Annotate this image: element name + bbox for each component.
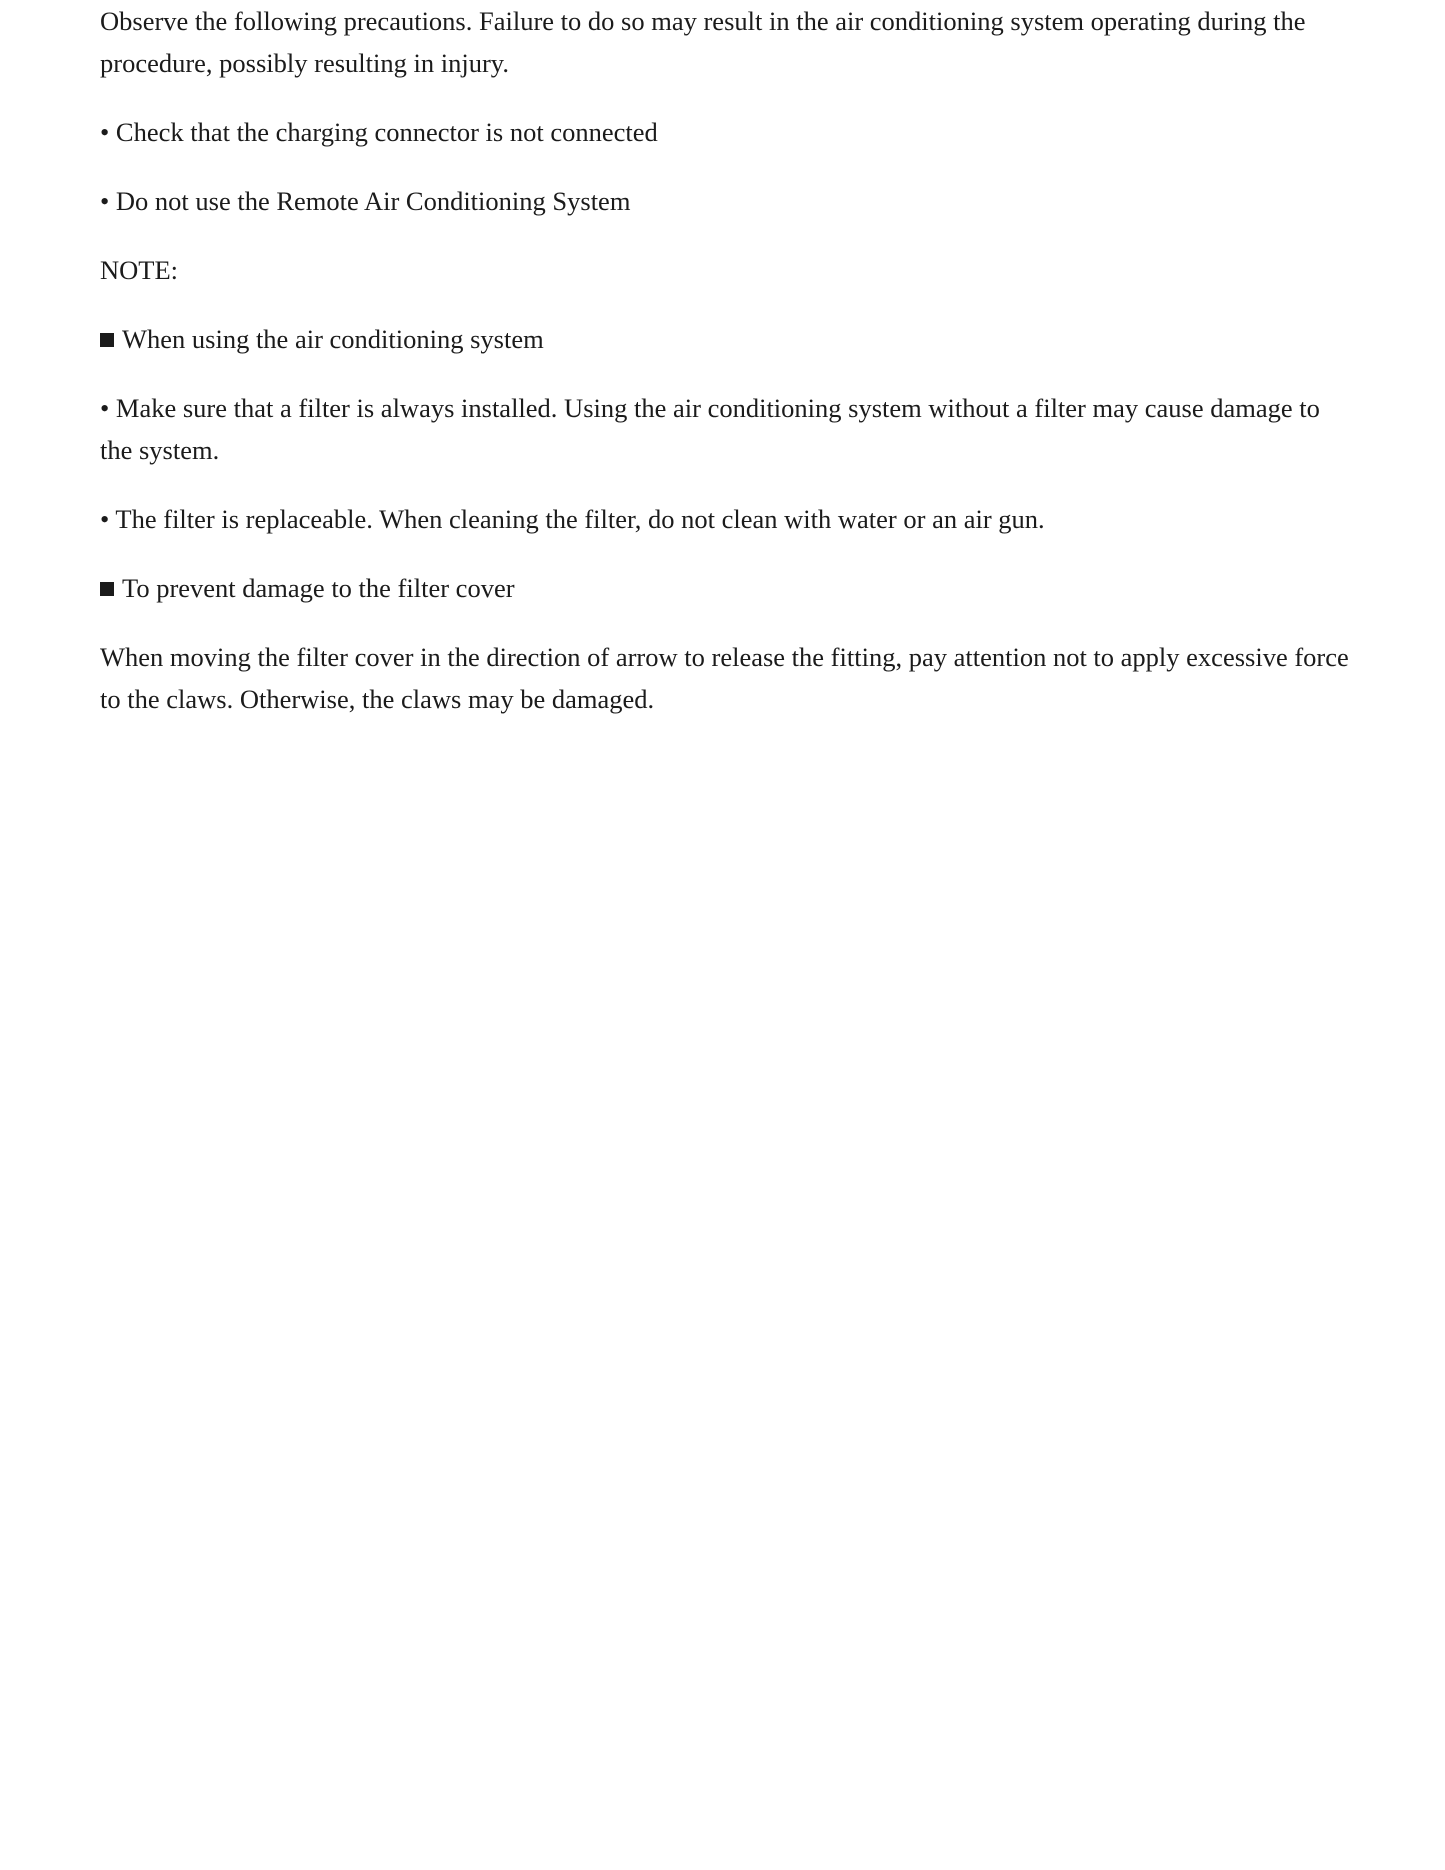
note-label: NOTE: [100, 255, 179, 285]
intro-paragraph: Observe the following precautions. Failure to do so may result in the air conditioning system operating during the procedure, possibly resulting in injury. [100, 6, 1306, 78]
filter-replaceable-bullet: • The filter is replaceable. When cleaning the filter, do not clean with water or an air gun. [100, 504, 1045, 534]
document-content [100, 0, 1350, 747]
filter-installed-bullet: • Make sure that a filter is always installed. Using the air conditioning system without a filter may cause damage to the system. [100, 393, 1320, 465]
black-square-bullet-icon [100, 582, 114, 596]
precaution-bullet-charging: • Check that the charging connector is not connected [100, 117, 658, 147]
section-heading-using-ac [100, 318, 1350, 360]
section-heading-filter-cover [100, 567, 1350, 609]
precaution-bullet-remote-ac: • Do not use the Remote Air Conditioning System [100, 186, 631, 216]
section-heading-filter-cover-text: To prevent damage to the filter cover [122, 573, 515, 603]
filter-cover-paragraph: When moving the filter cover in the direction of arrow to release the fitting, pay attention not to apply excessive force to the claws. Otherwise, the claws may be damaged. [100, 642, 1349, 714]
black-square-bullet-icon [100, 333, 114, 347]
section-heading-using-ac-text: When using the air conditioning system [122, 324, 544, 354]
